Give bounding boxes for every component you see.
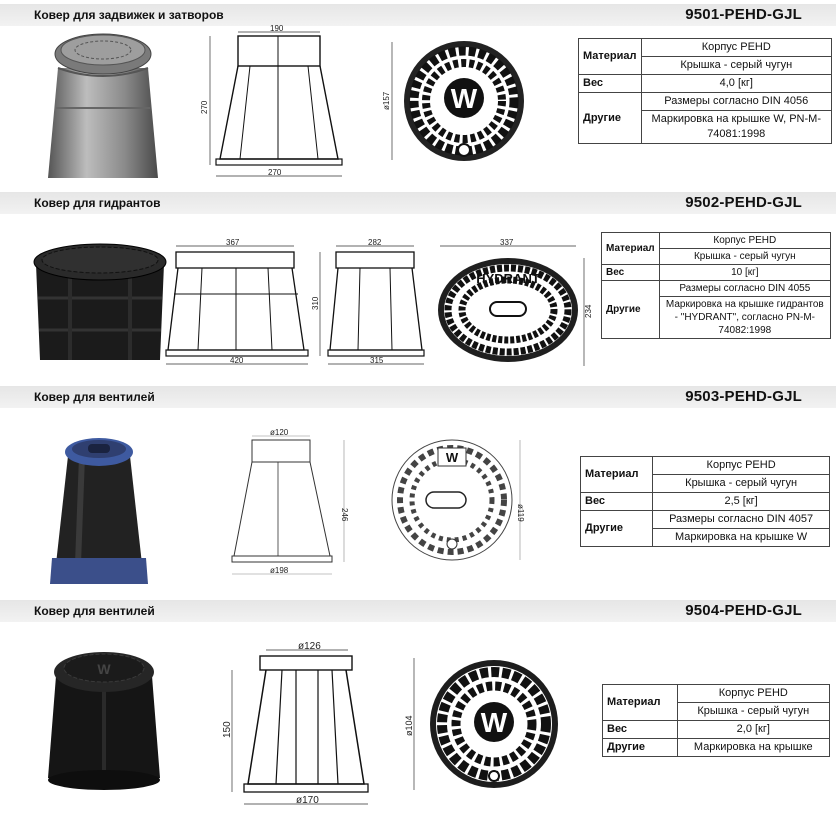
spec-table xyxy=(601,232,831,339)
dim-side-height: 310 xyxy=(311,296,320,310)
weight-label: Вес xyxy=(602,265,660,281)
product-code: 9501-PEHD-GJL xyxy=(685,6,802,23)
other-value-1: Размеры согласно DIN 4055 xyxy=(659,281,830,297)
material-label: Материал xyxy=(602,233,660,265)
technical-drawing xyxy=(222,642,382,814)
other-label: Другие xyxy=(579,93,642,144)
dim-cover-w: 337 xyxy=(500,238,514,247)
technical-drawing-front xyxy=(164,238,310,370)
product-code: 9502-PEHD-GJL xyxy=(685,194,802,211)
dim-cover: ø119 xyxy=(516,504,525,522)
section-header xyxy=(0,600,836,622)
other-value-2: Маркировка на крышке W, PN-M-74081:1998 xyxy=(641,111,831,144)
cover-letter: W xyxy=(480,707,508,738)
dim-top: 190 xyxy=(270,24,284,33)
weight-label: Вес xyxy=(603,721,678,739)
product-section-9501 xyxy=(0,0,836,190)
material-cover: Крышка - серый чугун xyxy=(641,57,831,75)
dim-top: ø126 xyxy=(298,641,321,652)
technical-drawing xyxy=(212,428,362,588)
cover-drawing xyxy=(434,238,592,372)
material-cover: Крышка - серый чугун xyxy=(653,475,830,493)
material-label: Материал xyxy=(581,457,653,493)
dim-bottom: ø170 xyxy=(296,795,319,806)
material-cover: Крышка - серый чугун xyxy=(659,249,830,265)
weight-label: Вес xyxy=(579,75,642,93)
material-body: Корпус PEHD xyxy=(659,233,830,249)
other-label: Другие xyxy=(581,511,653,547)
dim-front-bottom: 420 xyxy=(230,356,244,365)
dim-side-bottom: 315 xyxy=(370,356,384,365)
technical-drawing-side xyxy=(311,238,434,370)
product-section-9504 xyxy=(0,598,836,821)
product-photo xyxy=(28,28,178,186)
weight-label: Вес xyxy=(581,493,653,511)
other-label: Другие xyxy=(602,281,660,339)
weight-value: 10 [кг] xyxy=(659,265,830,281)
other-value-1: Размеры согласно DIN 4057 xyxy=(653,511,830,529)
product-section-9503 xyxy=(0,386,836,598)
dim-side-top: 282 xyxy=(368,238,382,247)
cover-drawing xyxy=(404,650,564,798)
dim-height: 246 xyxy=(340,508,349,522)
material-label: Материал xyxy=(579,39,642,75)
section-title: Ковер для вентилей xyxy=(34,604,155,618)
spec-table xyxy=(602,684,830,757)
product-photo xyxy=(30,238,170,366)
section-title: Ковер для задвижек и затворов xyxy=(34,8,224,22)
weight-value: 4,0 [кг] xyxy=(641,75,831,93)
dim-bottom: 270 xyxy=(268,168,282,177)
section-title: Ковер для вентилей xyxy=(34,390,155,404)
cover-text: HYDRANT xyxy=(476,271,540,286)
product-section-9502 xyxy=(0,190,836,386)
cover-drawing xyxy=(384,36,534,166)
product-code: 9504-PEHD-GJL xyxy=(685,602,802,619)
section-title: Ковер для гидрантов xyxy=(34,196,161,210)
spec-table xyxy=(578,38,832,144)
other-label: Другие xyxy=(603,739,678,757)
dim-cover-h: 234 xyxy=(584,304,593,318)
cover-letter: W xyxy=(445,450,459,465)
dim-height: 270 xyxy=(200,100,209,114)
weight-value: 2,5 [кг] xyxy=(653,493,830,511)
product-photo xyxy=(44,642,164,792)
dim-height: 150 xyxy=(222,721,233,738)
dim-cover: ø104 xyxy=(404,715,414,736)
cover-letter: W xyxy=(450,83,478,114)
weight-value: 2,0 [кг] xyxy=(677,721,829,739)
other-value-2: Маркировка на крышке гидрантов - "HYDRANT", согласно PN-M-74082:1998 xyxy=(659,297,830,339)
product-photo xyxy=(44,428,154,588)
material-body: Корпус PEHD xyxy=(677,685,829,703)
cover-letter: W xyxy=(97,661,111,677)
other-value-2: Маркировка на крышке W xyxy=(653,529,830,547)
section-header xyxy=(0,386,836,408)
cover-drawing xyxy=(382,434,532,564)
dim-top: ø120 xyxy=(270,428,289,437)
material-body: Корпус PEHD xyxy=(641,39,831,57)
technical-drawing xyxy=(200,24,360,186)
other-value-1: Размеры согласно DIN 4056 xyxy=(641,93,831,111)
dim-cover: ø157 xyxy=(382,91,391,110)
material-cover: Крышка - серый чугун xyxy=(677,703,829,721)
material-label: Материал xyxy=(603,685,678,721)
dim-front-top: 367 xyxy=(226,238,240,247)
section-header xyxy=(0,192,836,214)
material-body: Корпус PEHD xyxy=(653,457,830,475)
other-value-1: Маркировка на крышке xyxy=(677,739,829,757)
spec-table xyxy=(580,456,830,547)
product-code: 9503-PEHD-GJL xyxy=(685,388,802,405)
section-header xyxy=(0,4,836,26)
dim-bottom: ø198 xyxy=(270,566,289,575)
